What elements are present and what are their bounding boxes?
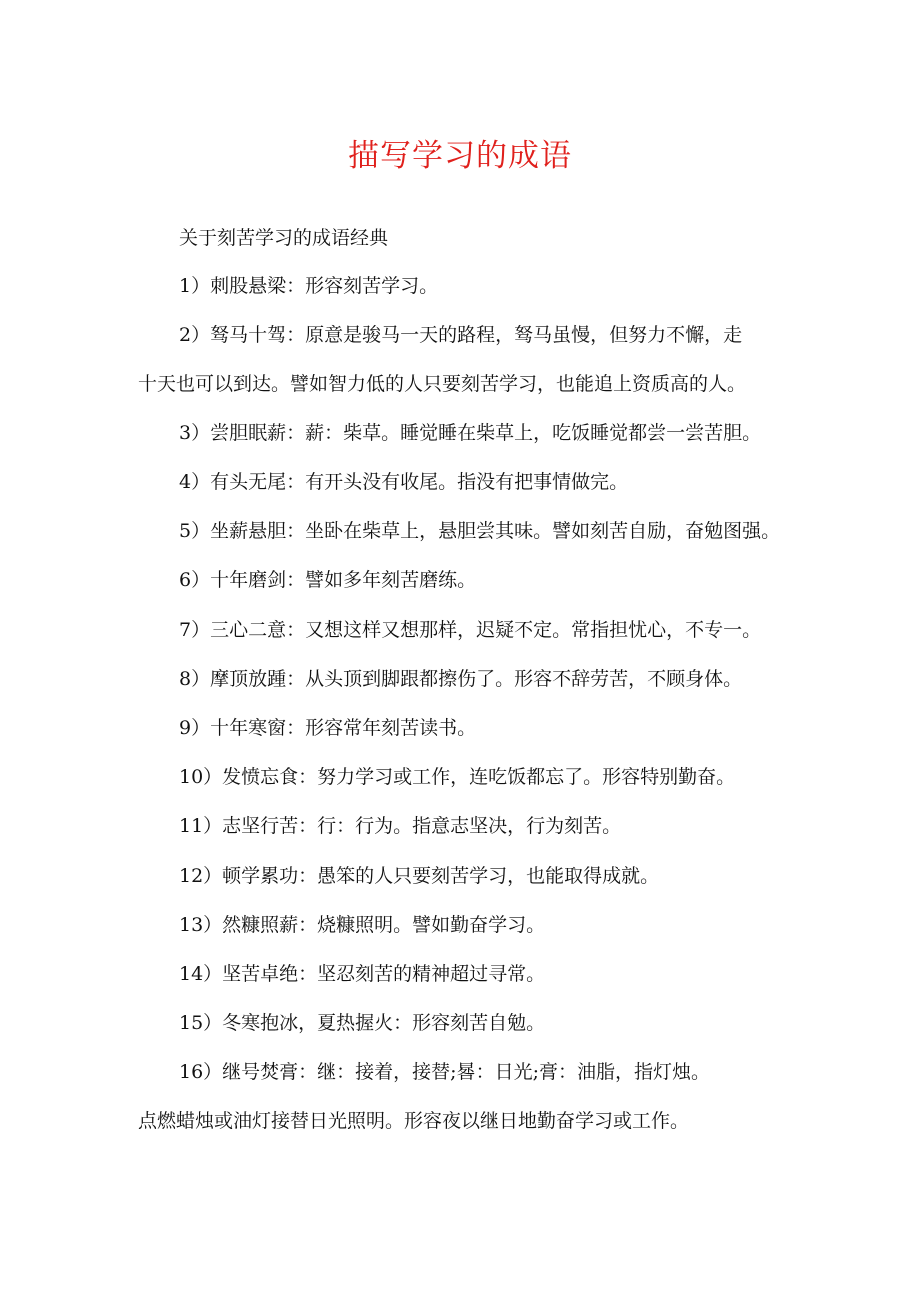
idiom-line: 8）摩顶放踵：从头顶到脚跟都擦伤了。形容不辞劳苦，不顾身体。: [179, 668, 743, 690]
idiom-line: 5）坐薪悬胆：坐卧在柴草上，悬胆尝其味。譬如刻苦自励，奋勉图强。: [179, 520, 781, 542]
idiom-line: 6）十年磨剑：譬如多年刻苦磨练。: [179, 569, 477, 591]
idiom-line: 14）坚苦卓绝：坚忍刻苦的精神超过寻常。: [179, 963, 546, 985]
idiom-line: 16）继号焚膏：继：接着，接替;晷：日光;膏：油脂，指灯烛。: [179, 1061, 710, 1083]
idiom-line: 2）驽马十驾：原意是骏马一天的路程，驽马虽慢，但努力不懈，走: [179, 324, 743, 346]
idiom-line-continuation: 十天也可以到达。譬如智力低的人只要刻苦学习，也能追上资质高的人。: [138, 373, 747, 395]
idiom-line: 3）尝胆眠薪：薪：柴草。睡觉睡在柴草上，吃饭睡觉都尝一尝苦胆。: [179, 422, 762, 444]
idiom-line: 7）三心二意：又想这样又想那样，迟疑不定。常指担忧心，不专一。: [179, 619, 762, 641]
idiom-line: 9）十年寒窗：形容常年刻苦读书。: [179, 717, 477, 739]
idiom-line: 11）志坚行苦：行：行为。指意志坚决，行为刻苦。: [179, 815, 622, 837]
idiom-line: 15）冬寒抱冰，夏热握火：形容刻苦自勉。: [179, 1012, 546, 1034]
idiom-line: 4）有头无尾：有开头没有收尾。指没有把事情做完。: [179, 471, 629, 493]
idiom-line: 12）顿学累功：愚笨的人只要刻苦学习，也能取得成就。: [179, 865, 660, 887]
idiom-line: 10）发愤忘食：努力学习或工作，连吃饭都忘了。形容特别勤奋。: [179, 766, 736, 788]
page-title: 描写学习的成语: [348, 138, 572, 174]
idiom-line-continuation: 点燃蜡烛或油灯接替日光照明。形容夜以继日地勤奋学习或工作。: [138, 1110, 690, 1132]
idiom-line: 13）然糠照薪：烧糠照明。譬如勤奋学习。: [179, 914, 546, 936]
idiom-line: 1）刺股悬梁：形容刻苦学习。: [179, 275, 439, 297]
intro-heading: 关于刻苦学习的成语经典: [179, 227, 389, 249]
